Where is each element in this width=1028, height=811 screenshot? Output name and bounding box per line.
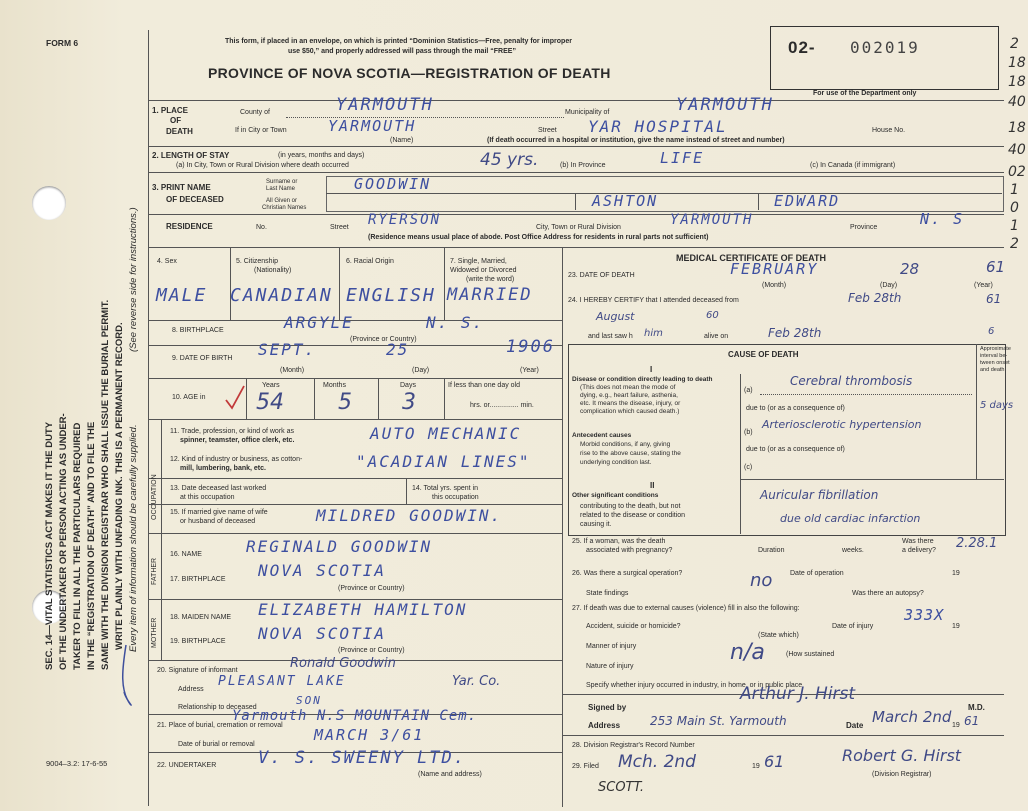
- relationship-value: SON: [296, 694, 322, 707]
- name-address-sublabel: (Name and address): [418, 771, 482, 778]
- res-street-value: RYERSON: [368, 212, 442, 228]
- burial-date-label: Date of burial or removal: [178, 741, 255, 748]
- dob-year-value: 1906: [506, 337, 555, 357]
- margin-mark: 18: [1008, 120, 1026, 136]
- father-birthplace-value: NOVA SCOTIA: [258, 561, 386, 580]
- attended-to-year-value: 61: [986, 292, 1002, 306]
- dod-month-sublabel: (Month): [762, 282, 787, 289]
- md-label: M.D.: [968, 703, 985, 712]
- trade-label-2: spinner, teamster, office clerk, etc.: [180, 437, 295, 444]
- father-name-label: 16. NAME: [170, 551, 202, 558]
- interval-label-3: tween onset: [980, 360, 1010, 366]
- burial-place-value: Yarmouth N.S MOUNTAIN Cem.: [232, 708, 478, 724]
- antecedent-label-4: underlying condition last.: [580, 459, 652, 466]
- alive-on-label: alive on: [704, 333, 729, 340]
- injury-year-label: 19: [952, 623, 960, 630]
- res-city-label: City, Town or Rural Division: [536, 224, 621, 231]
- margin-mark: 1: [1010, 182, 1019, 198]
- manner-value: n/a: [730, 640, 765, 665]
- alive-date-value: Feb 28th: [768, 326, 822, 340]
- side-text-line: SAME WITH THE DIVISION REGISTRAR WHO SHALL ISSUE THE BURIAL PERMIT.: [100, 299, 111, 670]
- all-given-label: All Given or: [266, 198, 298, 204]
- racial-origin-label: 6. Racial Origin: [346, 258, 394, 265]
- county-label: County of: [240, 109, 270, 116]
- res-city-value: YARMOUTH: [670, 212, 754, 228]
- interval-label: Approximate: [980, 346, 1011, 352]
- sex-label: 4. Sex: [157, 258, 177, 265]
- street-label: Street: [538, 127, 557, 134]
- last-saw-label: and last saw h: [588, 333, 633, 340]
- last-name-label: Last Name: [266, 186, 296, 192]
- county-value: YARMOUTH: [336, 95, 434, 115]
- cause-a-value: Cerebral thrombosis: [790, 374, 913, 388]
- punch-hole: [32, 186, 66, 220]
- interval-a-value: 5 days: [980, 400, 1014, 411]
- given-name-1-value: ASHTON: [592, 192, 659, 210]
- margin-mark: 1: [1010, 218, 1019, 234]
- place-label: 1. PLACE: [152, 106, 189, 115]
- other-conditions-label: Other significant conditions: [572, 492, 659, 499]
- nationality-label: (Nationality): [254, 267, 292, 274]
- dod-year-value: 61: [986, 258, 1006, 276]
- mother-birthplace-label: 19. BIRTHPLACE: [170, 638, 226, 645]
- margin-mark: 18: [1008, 55, 1026, 71]
- delivery-label: Was there: [902, 538, 934, 545]
- racial-origin-value: ENGLISH: [346, 285, 436, 306]
- side-text-line: TAKER TO FILL IN ALL THE PARTICULARS REQUIRED: [72, 422, 83, 670]
- cause-c-marker: (c): [744, 464, 753, 471]
- marital-label-2: Widowed or Divorced: [450, 267, 517, 274]
- sex-value: MALE: [156, 285, 208, 306]
- disease-label-2: (This does not mean the mode of: [580, 384, 676, 391]
- q27-label: 27. If death was due to external causes (violence) fill in also the following:: [572, 605, 800, 612]
- md-date-value: March 2nd: [872, 708, 952, 726]
- res-no-label: No.: [256, 224, 267, 231]
- other-condition-a-value: Auricular fibrillation: [760, 488, 879, 502]
- stay-label: 2. LENGTH OF STAY: [152, 151, 230, 160]
- informant-signature: Ronald Goodwin: [290, 656, 396, 671]
- dod-day-sublabel: (Day): [880, 282, 898, 289]
- mother-maiden-label: 18. MAIDEN NAME: [170, 614, 232, 621]
- relationship-label: Relationship to deceased: [178, 704, 257, 711]
- of-deceased-label: OF DECEASED: [166, 195, 224, 204]
- dod-month-value: FEBRUARY: [730, 260, 819, 278]
- res-province-label: Province: [850, 224, 878, 231]
- mail-notice: This form, if placed in an envelope, on which is printed “Dominion Statistics—Free, penalty for improper: [225, 38, 572, 45]
- age-months-value: 5: [338, 390, 352, 415]
- how-sustained-label: (How sustained: [786, 651, 835, 658]
- christian-names-label: Christian Names: [262, 205, 307, 211]
- informant-address-value: PLEASANT LAKE: [218, 674, 346, 689]
- footer-code: 9004–3.2: 17-6-55: [46, 759, 108, 768]
- citizenship-label: 5. Citizenship: [236, 258, 279, 265]
- check-mark-icon: [222, 384, 248, 412]
- city-town-label: If in City or Town: [235, 127, 287, 134]
- antecedent-label-3: rise to the above cause, stating the: [580, 450, 681, 457]
- res-street-label: Street: [330, 224, 349, 231]
- burial-place-label: 21. Place of burial, cremation or removal: [157, 722, 283, 729]
- citizenship-value: CANADIAN: [230, 285, 333, 306]
- q25-label: 25. If a woman, was the death: [572, 538, 666, 545]
- name-sublabel: (Name): [390, 137, 414, 144]
- stay-a-label: (a) In City, Town or Rural Division where death occurred: [176, 162, 349, 169]
- industry-label: 12. Kind of industry or business, as cotton-: [170, 456, 303, 463]
- spouse-label: 15. If married give name of wife: [170, 509, 268, 516]
- antecedent-label-2: Morbid conditions, if any, giving: [580, 441, 671, 448]
- attended-from-year-value: 60: [706, 310, 719, 321]
- md-date-label: Date: [846, 721, 864, 730]
- q26-label: 26. Was there a surgical operation?: [572, 570, 683, 577]
- op-year-label: 19: [952, 570, 960, 577]
- hrs-min-label: hrs. or............... min.: [470, 402, 534, 409]
- cause-b-value: Arteriosclerotic hypertension: [762, 418, 922, 431]
- antecedent-label: Antecedent causes: [572, 432, 632, 439]
- margin-mark: 18: [1008, 74, 1026, 90]
- father-side-label: FATHER: [151, 557, 158, 585]
- surname-label: Surname or: [266, 179, 298, 185]
- margin-mark: 2: [1010, 36, 1019, 52]
- marital-value: MARRIED: [447, 285, 533, 305]
- last-worked-label-2: at this occupation: [180, 494, 235, 501]
- prov-country-sublabel: (Province or Country): [338, 585, 405, 592]
- stay-a-value: 45 yrs.: [480, 150, 539, 170]
- informant-label: 20. Signature of informant: [157, 667, 238, 674]
- side-text-line: SEC. 14—VITAL STATISTICS ACT MAKES IT THE DUTY: [44, 421, 55, 670]
- margin-mark: 02: [1008, 164, 1026, 180]
- q25-label-2: associated with pregnancy?: [586, 547, 673, 554]
- burial-date-value: MARCH 3/61: [314, 726, 425, 744]
- md-year-label: 19: [952, 722, 960, 729]
- dob-label: 9. DATE OF BIRTH: [172, 355, 233, 362]
- house-no-label: House No.: [872, 127, 906, 134]
- stay-b-value: LIFE: [660, 149, 705, 167]
- filed-date-value: Mch. 2nd: [618, 752, 696, 772]
- manner-label: Manner of injury: [586, 643, 637, 650]
- form-number: FORM 6: [46, 38, 79, 48]
- q28-label: 28. Division Registrar's Record Number: [572, 742, 695, 749]
- age-years-value: 54: [256, 390, 284, 415]
- bottom-note: SCOTT.: [598, 780, 645, 795]
- birthplace-province-value: N. S.: [426, 313, 485, 332]
- autopsy-label: Was there an autopsy?: [852, 590, 924, 597]
- accident-label: Accident, suicide or homicide?: [586, 623, 681, 630]
- year-sublabel: (Year): [520, 367, 539, 374]
- father-name-value: REGINALD GOODWIN: [246, 537, 433, 556]
- cause-b-marker: (b): [744, 429, 753, 436]
- less-day-label: If less than one day old: [448, 382, 520, 389]
- municipality-value: YARMOUTH: [676, 95, 774, 115]
- side-text-line: (See reverse side for instructions.): [128, 207, 139, 352]
- cause-a-marker: (a): [744, 387, 753, 394]
- alive-year-value: 6: [988, 326, 995, 337]
- state-which-label: (State which): [758, 632, 799, 639]
- part-ii-label: II: [650, 481, 655, 490]
- mother-maiden-value: ELIZABETH HAMILTON: [258, 600, 468, 619]
- delivery-value: 2.28.1: [956, 536, 998, 551]
- disease-label-5: complication which caused death.): [580, 408, 680, 415]
- department-use-label: For use of the Department only: [813, 90, 917, 97]
- date-op-label: Date of operation: [790, 570, 844, 577]
- date-injury-label: Date of injury: [832, 623, 874, 630]
- trade-value: AUTO MECHANIC: [370, 424, 522, 443]
- month-sublabel: (Month): [280, 367, 305, 374]
- father-birthplace-label: 17. BIRTHPLACE: [170, 576, 226, 583]
- undertaker-label: 22. UNDERTAKER: [157, 762, 217, 769]
- interval-label-2: interval be-: [980, 353, 1008, 359]
- side-text-line: Every item of information should be carefully supplied.: [128, 424, 139, 652]
- attended-from-value: August: [596, 310, 635, 323]
- registrar-signature: Robert G. Hirst: [842, 746, 962, 765]
- stay-b-label: (b) In Province: [560, 162, 606, 169]
- accident-value: 333X: [904, 606, 945, 624]
- signed-by-label: Signed by: [588, 703, 627, 712]
- part-i-label: I: [650, 365, 653, 374]
- stay-desc: (in years, months and days): [278, 152, 365, 159]
- side-text-line: OF THE UNDERTAKER OR PERSON ACTING AS UNDER-: [58, 413, 69, 670]
- medical-certificate-title: MEDICAL CERTIFICATE OF DEATH: [676, 253, 826, 263]
- trade-label: 11. Trade, profession, or kind of work as: [170, 428, 294, 435]
- day-sublabel: (Day): [412, 367, 430, 374]
- dod-year-sublabel: (Year): [974, 282, 993, 289]
- residence-label: RESIDENCE: [166, 222, 213, 231]
- place-label-death: DEATH: [166, 127, 193, 136]
- other-conditions-label-2: contributing to the death, but not: [580, 503, 681, 510]
- surgery-value: no: [750, 570, 773, 591]
- registration-prefix: 02-: [788, 38, 816, 57]
- years-label: Years: [262, 382, 280, 389]
- total-years-label-2: this occupation: [432, 494, 479, 501]
- margin-mark: 0: [1010, 200, 1019, 216]
- industry-label-2: mill, lumbering, bank, etc.: [180, 465, 266, 472]
- stay-c-label: (c) In Canada (if immigrant): [810, 162, 896, 169]
- due-to-label: due to (or as a consequence of): [746, 405, 845, 412]
- hospital-note: (If death occurred in a hospital or institution, give the name instead of street and number): [487, 137, 785, 144]
- dod-day-value: 28: [900, 260, 920, 278]
- other-conditions-label-3: related to the disease or condition: [580, 512, 686, 519]
- prov-country-sublabel: (Province or Country): [338, 647, 405, 654]
- address-label: Address: [178, 686, 204, 693]
- mother-birthplace-value: NOVA SCOTIA: [258, 624, 386, 643]
- disease-label-4: etc. It means the disease, injury, or: [580, 400, 681, 407]
- street-value: YAR HOSPITAL: [588, 117, 728, 136]
- disease-label-3: dying, e.g., heart failure, asthenia,: [580, 392, 678, 399]
- place-label-of: OF: [170, 116, 182, 125]
- registration-number-box: [770, 26, 999, 90]
- age-days-value: 3: [402, 390, 416, 415]
- weeks-label: weeks.: [842, 547, 864, 554]
- side-text-line: IN THE “REGISTRATION OF DEATH” AND TO FILE THE: [86, 421, 97, 670]
- mother-side-label: MOTHER: [151, 617, 158, 648]
- last-saw-value: him: [644, 328, 663, 339]
- prov-country-sublabel: (Province or Country): [350, 336, 417, 343]
- res-province-value: N. S: [920, 210, 965, 228]
- filed-year-value: 61: [764, 752, 785, 771]
- date-of-death-label: 23. DATE OF DEATH: [568, 272, 635, 279]
- specify-label: Specify whether injury occurred in industry, in home, or in public place: [586, 682, 803, 689]
- last-worked-label: 13. Date deceased last worked: [170, 485, 267, 492]
- other-condition-b-value: due old cardiac infarction: [780, 512, 921, 525]
- duration-label: Duration: [758, 547, 785, 554]
- margin-mark: 2: [1010, 236, 1019, 252]
- delivery-label-2: a delivery?: [902, 547, 936, 554]
- disease-label: Disease or condition directly leading to death: [572, 376, 713, 383]
- signed-by-value: Arthur J. Hirst: [740, 684, 856, 704]
- ink-mark-icon: [112, 640, 142, 710]
- md-address-label: Address: [588, 721, 621, 730]
- cause-title: CAUSE OF DEATH: [728, 350, 799, 359]
- q29-label: 29. Filed: [572, 763, 599, 770]
- occupation-side-label: OCCUPATION: [151, 474, 158, 520]
- birthplace-label: 8. BIRTHPLACE: [172, 327, 224, 334]
- form-title: PROVINCE OF NOVA SCOTIA—REGISTRATION OF DEATH: [208, 65, 611, 81]
- months-label: Months: [323, 382, 346, 389]
- certify-label: 24. I HEREBY CERTIFY that I attended deceased from: [568, 297, 739, 304]
- md-year-value: 61: [964, 714, 980, 728]
- residence-note: (Residence means usual place of abode. Post Office Address for residents in rural parts not sufficient): [368, 234, 709, 241]
- md-address-value: 253 Main St. Yarmouth: [650, 714, 787, 728]
- municipality-label: Municipality of: [565, 109, 610, 116]
- marital-label: 7. Single, Married,: [450, 258, 507, 265]
- undertaker-value: V. S. SWEENY LTD.: [258, 748, 466, 768]
- findings-label: State findings: [586, 590, 629, 597]
- industry-value: "ACADIAN LINES": [356, 452, 531, 471]
- marital-label-3: (write the word): [466, 276, 515, 283]
- print-name-label: 3. PRINT NAME: [152, 183, 211, 192]
- given-name-2-value: EDWARD: [774, 192, 841, 210]
- age-label: 10. AGE in: [172, 394, 206, 401]
- total-years-label: 14. Total yrs. spent in: [412, 485, 479, 492]
- dob-day-value: 25: [386, 340, 410, 359]
- spouse-label-2: or husband of deceased: [180, 518, 256, 525]
- city-town-value: YARMOUTH: [328, 117, 417, 135]
- filed-year-label: 19: [752, 763, 760, 770]
- other-conditions-label-4: causing it.: [580, 521, 612, 528]
- birthplace-value: ARGYLE: [284, 313, 354, 332]
- registration-number: 002019: [850, 38, 920, 57]
- division-registrar-label: (Division Registrar): [872, 771, 932, 778]
- days-label: Days: [400, 382, 416, 389]
- due-to-label-2: due to (or as a consequence of): [746, 446, 845, 453]
- side-text-line: WRITE PLAINLY WITH UNFADING INK. THIS IS A PERMANENT RECORD.: [114, 322, 125, 650]
- attended-to-value: Feb 28th: [848, 291, 902, 305]
- surname-value: GOODWIN: [354, 175, 432, 193]
- dob-month-value: SEPT.: [258, 340, 317, 359]
- margin-mark: 40: [1008, 142, 1026, 158]
- informant-county-value: Yar. Co.: [452, 674, 501, 689]
- mail-notice: use $50,” and properly addressed will pass through the mail “FREE”: [288, 48, 516, 55]
- margin-mark: 40: [1008, 94, 1026, 110]
- interval-label-4: and death: [980, 367, 1005, 373]
- spouse-value: MILDRED GOODWIN.: [316, 506, 503, 525]
- nature-label: Nature of injury: [586, 663, 634, 670]
